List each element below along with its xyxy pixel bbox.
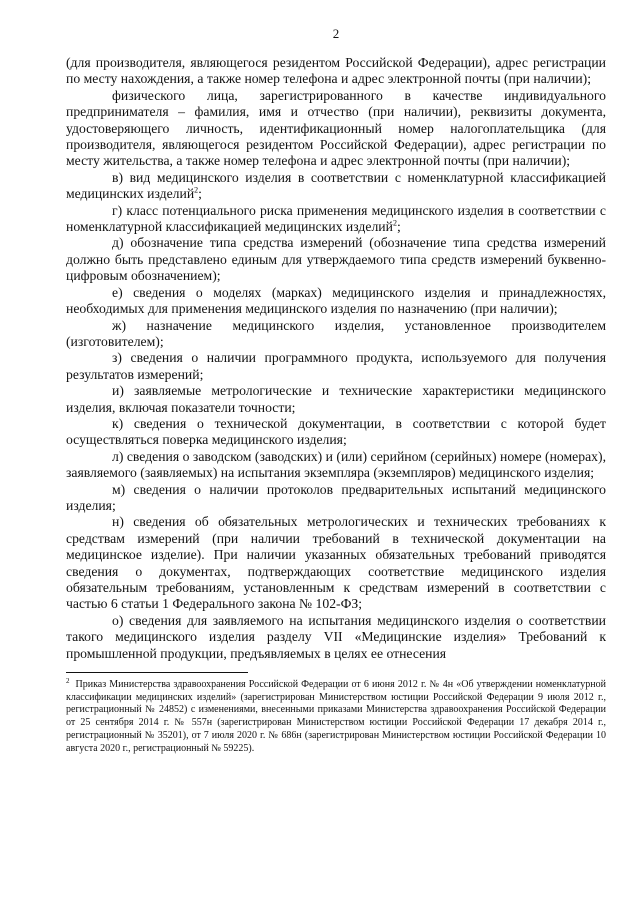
footnote-ref: 2 xyxy=(392,218,397,228)
footnote-divider xyxy=(66,672,248,673)
paragraph-item-i: и) заявляемые метрологические и технические характеристики медицинского изделия, включая показатели точности; xyxy=(66,383,606,415)
paragraph-item-d: д) обозначение типа средства измерений (обозначение типа средства измерений должно быть представлено единым для утверждаемого типа средств измерений буквенно-цифровым обозначением); xyxy=(66,235,606,284)
paragraph-item-z: з) сведения о наличии программного продукта, используемого для получения результатов измерений; xyxy=(66,350,606,382)
paragraph-item-k: к) сведения о технической документации, в соответствии с которой будет осуществляться поверка медицинского изделия; xyxy=(66,415,606,448)
paragraph-item-l: л) сведения о заводском (заводских) и (или) серийном (серийных) номере (номерах), заявляемого (заявляемых) на испытания экземпляра (экземпляров) медицинского изделия; xyxy=(66,448,606,481)
paragraph-item-o: о) сведения для заявляемого на испытания медицинского изделия о соответствии такого медицинского изделия разделу VII «Медицинские изделия» Требований к промышленной продукции, предъявляемых в целях ее отнесения xyxy=(66,612,606,661)
paragraph-item-n: н) сведения об обязательных метрологических и технических требованиях к средствам измерений (при наличии требований в технической документации на медицинское изделие). При наличии указанных обязательных требований приводятся сведения о документах, подтверждающих соответствие медицинского изделия обязательным требованиям, установленным к средствам измерений в соответствии с частью 6 статьи 1 Федерального закона № 102-ФЗ; xyxy=(66,514,606,612)
paragraph-item-g: г) класс потенциального риска применения медицинского изделия в соответствии с номенклатурной классификацией медицинских изделий$^2$; xyxy=(66,202,606,235)
paragraph-individual-entrepreneur: физического лица, зарегистрированного в качестве индивидуального предпринимателя – фамилия, имя и отчество (при наличии), реквизиты документа, удостоверяющего личность, идентификационный номер налогоплательщика (для производителя, являющегося резидентом Российской Федерации), адрес регистрации по месту жительства, а также номер телефона и адрес электронной почты (при наличии); xyxy=(66,87,606,169)
footnote-ref: 2 xyxy=(194,185,199,195)
paragraph-item-m: м) сведения о наличии протоколов предварительных испытаний медицинского изделия; xyxy=(66,481,606,513)
document-body xyxy=(66,55,606,662)
footnote xyxy=(66,676,606,755)
footnote-mark: 2 xyxy=(66,676,70,685)
paragraph-item-e: е) сведения о моделях (марках) медицинского изделия и принадлежностях, необходимых для применения медицинского изделия по назначению (при наличии); xyxy=(66,284,606,317)
paragraph-item-zh: ж) назначение медицинского изделия, установленное производителем (изготовителем); xyxy=(66,317,606,349)
footnote-text: Приказ Министерства здравоохранения Российской Федерации от 6 июня 2012 г. № 4н «Об утверждении номенклатурной классификации медицинских изделий» (зарегистрирован Министерством юстиции Российской Федерации 9 июля 2012 г., регистрационный № 24852) с изменениями, внесенными приказами Министерства здравоохранения Российской Федерации от 25 сентября 2014 г. № 557н (зарегистрирован Министерством юстиции Российской Федерации 17 декабря 2014 г., регистрационный № 35201), от 7 июля 2020 г. № 686н (зарегистрирован Министерством юстиции Российской Федерации 10 августа 2020 г., регистрационный № 59225). xyxy=(66,679,606,754)
paragraph-continuation: (для производителя, являющегося резидентом Российской Федерации), адрес регистрации по месту нахождения, а также номер телефона и адрес электронной почты (при наличии); xyxy=(66,55,606,87)
paragraph-item-v: в) вид медицинского изделия в соответствии с номенклатурной классификацией медицинских изделий$^2$; xyxy=(66,169,606,202)
page-number: 2 xyxy=(332,26,340,41)
